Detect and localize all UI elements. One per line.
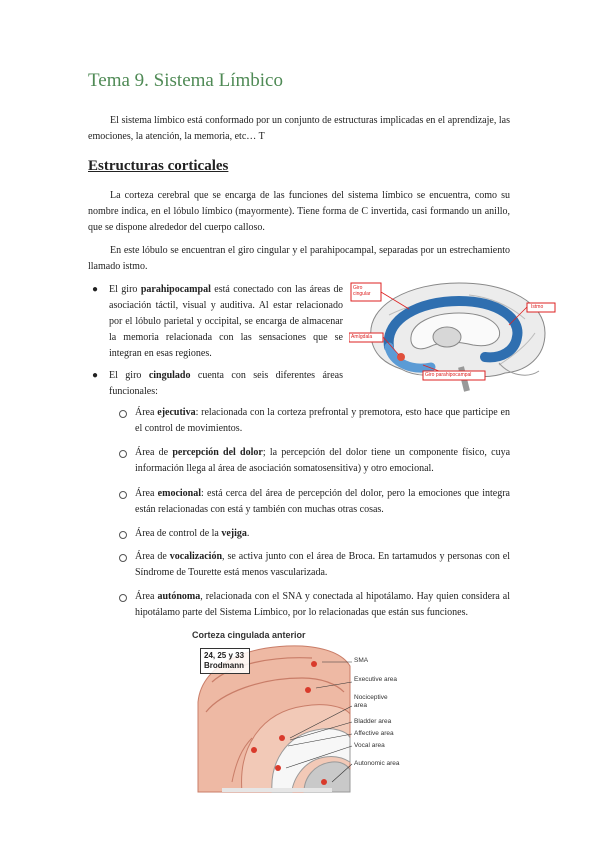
subitem-pre: Área de <box>135 447 173 458</box>
label-sma: SMA <box>354 657 369 664</box>
bullet-cingulado <box>109 368 343 400</box>
limbic-lobe-figure <box>349 275 561 393</box>
intro-paragraph: El sistema límbico está conformado por un conjunto de estructuras implicadas en el aprendizaje, las emociones, la atención, la memoria, etc… T <box>88 115 510 142</box>
bullet-text-post: cuenta con seis diferentes áreas funcionales: <box>109 370 344 397</box>
paragraph-1: La corteza cerebral que se encarga de las funciones del sistema límbico se encuentra, como su nombre indica, en el lóbulo límbico (mayormente). Tiene forma de C invertida, casi formando un anillo, que se dispone alrededor del cuerpo calloso. <box>88 190 510 233</box>
label-istmo: Istmo <box>531 304 544 310</box>
subitem-pre: Área <box>135 407 158 418</box>
subitem-post: . <box>246 528 250 539</box>
bullet-text-post: está conectado con las áreas de asociación táctil, visual y auditiva. Al estar relacionado por el lóbulo parietal y occipital, se encarga de almacenar la memoria relacionada con las sensaciones que se integran en esas regiones. <box>109 284 343 359</box>
ring-bullet-icon <box>119 531 127 539</box>
section-title: Estructuras corticales <box>88 158 229 174</box>
subitem-vocalizacion <box>135 549 510 581</box>
bullet-parahipocampal <box>109 282 343 362</box>
subitem-bold: vejiga <box>221 528 247 539</box>
bullet-text-pre: El giro <box>109 370 149 381</box>
paragraph-2: En este lóbulo se encuentran el giro cingular y el parahipocampal, separadas por un estrechamiento llamado istmo. <box>88 245 510 272</box>
ring-bullet-icon <box>119 554 127 562</box>
page-title: Tema 9. Sistema Límbico <box>88 70 283 91</box>
subitem-ejecutiva <box>135 405 510 437</box>
label-autonomic-area: Autonomic area <box>354 760 400 767</box>
subitem-post: , se activa junto con el área de Broca. En tartamudos y personas con el Síndrome de Tourette está menos vascularizada. <box>135 551 511 578</box>
subitem-bold: percepción del dolor <box>172 447 263 458</box>
subitem-emocional <box>135 486 510 518</box>
ring-bullet-icon <box>119 410 127 418</box>
bullet-text-bold: parahipocampal <box>140 284 211 295</box>
label-giro-parahipocampal: Giro parahipocampal <box>425 372 472 378</box>
subitem-post: ; la percepción del dolor tiene un componente físico, cuya información llega al área de asociación somatosensitiva) y otro emocional. <box>135 447 511 474</box>
label-amigdala: Amígdala <box>351 334 373 340</box>
subitem-post: , relacionada con el SNA y conectada al hipotálamo. Hay quien considera al hipotálamo parte del Sistema Límbico, por lo relacionadas que están sus funciones. <box>135 591 510 618</box>
subitem-pre: Área <box>135 591 158 602</box>
bullet-text-pre: El giro <box>109 284 141 295</box>
ring-bullet-icon <box>119 450 127 458</box>
subitem-bold: ejecutiva <box>157 407 196 418</box>
label-executive-area: Executive area <box>354 676 397 683</box>
subitem-pre: Área de <box>135 551 170 562</box>
subitem-vejiga <box>135 526 510 542</box>
cingulate-cortex-figure <box>192 630 404 798</box>
label-bladder-area: Bladder area <box>354 718 392 725</box>
label-affective-area: Affective area <box>354 730 394 737</box>
subitem-dolor <box>135 445 510 477</box>
subitem-autonoma <box>135 589 510 621</box>
subitem-bold: vocalización <box>169 551 223 562</box>
subitem-pre: Área de control de la <box>135 528 222 539</box>
subitem-post: : está cerca del área de percepción del dolor, pero la emociones que integra están relacionadas con está y también con muchas otras cosas. <box>135 488 510 515</box>
ring-bullet-icon <box>119 594 127 602</box>
brodmann-box: 24, 25 y 33 Brodmann <box>200 648 250 674</box>
label-nociceptive-area: Nociceptive area <box>354 694 388 709</box>
label-vocal-area: Vocal area <box>354 742 385 749</box>
bullet-icon: ● <box>92 284 99 295</box>
label-giro-cingular: Giro cingular <box>353 285 371 297</box>
ring-bullet-icon <box>119 491 127 499</box>
bullet-icon: ● <box>92 370 99 381</box>
subitem-post: : relacionada con la corteza prefrontal y premotora, esto hace que participe en el control de movimientos. <box>135 407 510 434</box>
figure-title: Corteza cingulada anterior <box>192 630 306 640</box>
subitem-bold: autónoma <box>157 591 201 602</box>
subitem-bold: emocional <box>157 488 201 499</box>
bullet-text-bold: cingulado <box>148 370 191 381</box>
subitem-pre: Área <box>135 488 158 499</box>
